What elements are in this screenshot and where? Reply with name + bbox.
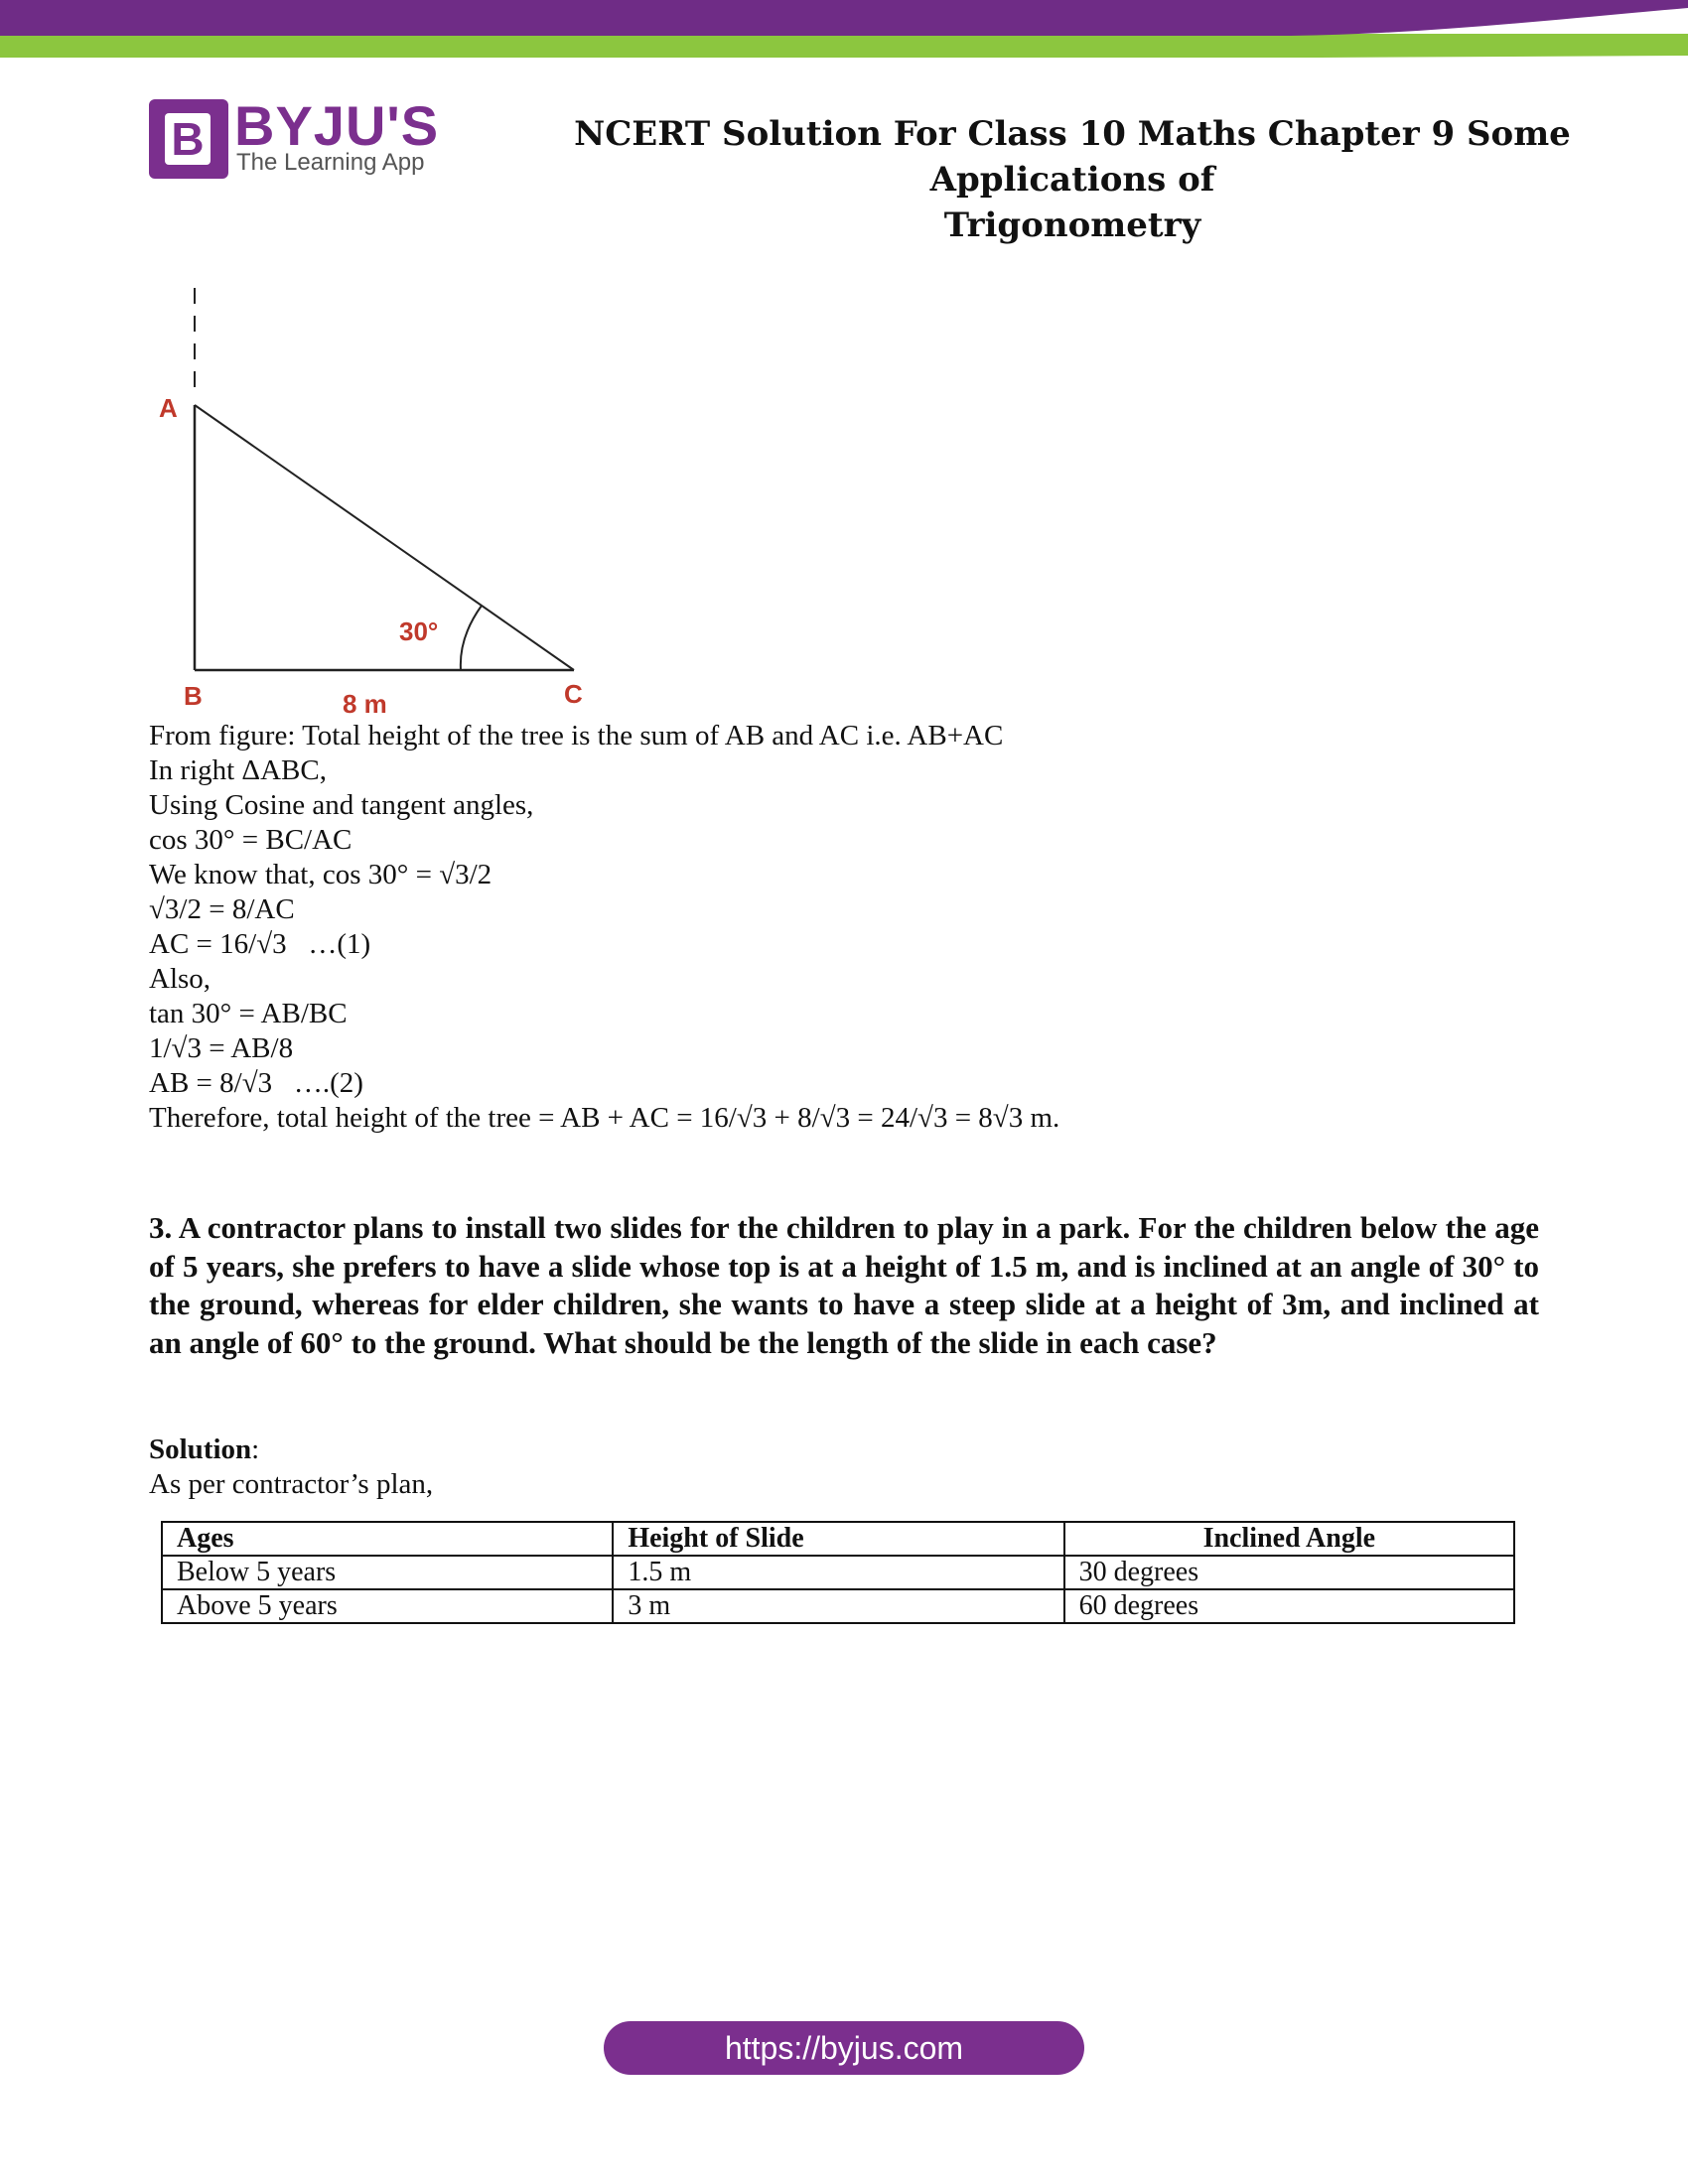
header-angle: Inclined Angle [1064,1522,1514,1556]
table-row [162,1589,1514,1623]
brand-name: BYJU'S [234,94,440,157]
working-line: From figure: Total height of the tree is the sum of AB and AC i.e. AB+AC [149,720,1004,751]
logo-b-icon: B [149,99,228,179]
byjus-logo [149,94,440,179]
label-c: C [564,679,583,709]
label-b: B [184,681,203,711]
working-line: AC = 16/√3 …(1) [149,928,371,960]
cell-ages: Below 5 years [162,1556,613,1589]
working-line: We know that, cos 30° = √3/2 [149,859,492,890]
working-line: AB = 8/√3 ….(2) [149,1067,363,1099]
working-line: Using Cosine and tangent angles, [149,789,534,821]
working-line: Also, [149,963,211,995]
title-line-1: NCERT Solution For Class 10 Maths Chapter 9 Some Applications of [574,114,1571,200]
working-line: In right ΔABC, [149,754,327,786]
base-length-label: 8 m [343,689,387,719]
top-decorative-band [0,0,1688,60]
working-line: cos 30° = BC/AC [149,824,352,856]
side-ac [195,405,574,670]
working-line: Therefore, total height of the tree = AB + AC = 16/√3 + 8/√3 = 24/√3 = 8√3 m. [149,1102,1060,1134]
table-header-row [162,1522,1514,1556]
header-height: Height of Slide [613,1522,1063,1556]
cell-height: 1.5 m [613,1556,1063,1589]
solution-2-working [149,719,1539,1136]
working-line: 1/√3 = AB/8 [149,1032,294,1064]
contractor-plan-table [161,1521,1515,1624]
solution-label [149,1433,259,1467]
footer-url-link[interactable]: https://byjus.com [604,2021,1084,2075]
cell-angle: 30 degrees [1064,1556,1514,1589]
cell-angle: 60 degrees [1064,1589,1514,1623]
cell-ages: Above 5 years [162,1589,613,1623]
solution-label-colon: : [251,1433,260,1465]
cell-height: 3 m [613,1589,1063,1623]
angle-label: 30° [399,616,439,646]
brand-tagline: The Learning App [236,149,425,176]
table-row [162,1556,1514,1589]
title-line-2: Trigonometry [943,205,1201,245]
question-3: 3. A contractor plans to install two slides for the children to play in a park. For the children below the age of 5 years, she prefers to have a slide whose top is at a height of 1.5 m, and is inclined at an angle of 30° to the ground, whereas for elder children, she wants to have a steep slide at a height of 3m, and inclined at an angle of 60° to the ground. What should be the length of the slide in each case? [149,1210,1539,1360]
working-line: tan 30° = AB/BC [149,998,348,1029]
header-ages: Ages [162,1522,613,1556]
solution-label-text: Solution [149,1433,252,1465]
working-line: √3/2 = 8/AC [149,893,295,925]
angle-arc [461,606,482,670]
plan-intro: As per contractor’s plan, [149,1468,434,1500]
document-title [467,111,1678,248]
triangle-figure [139,278,606,720]
label-a: A [159,393,178,423]
